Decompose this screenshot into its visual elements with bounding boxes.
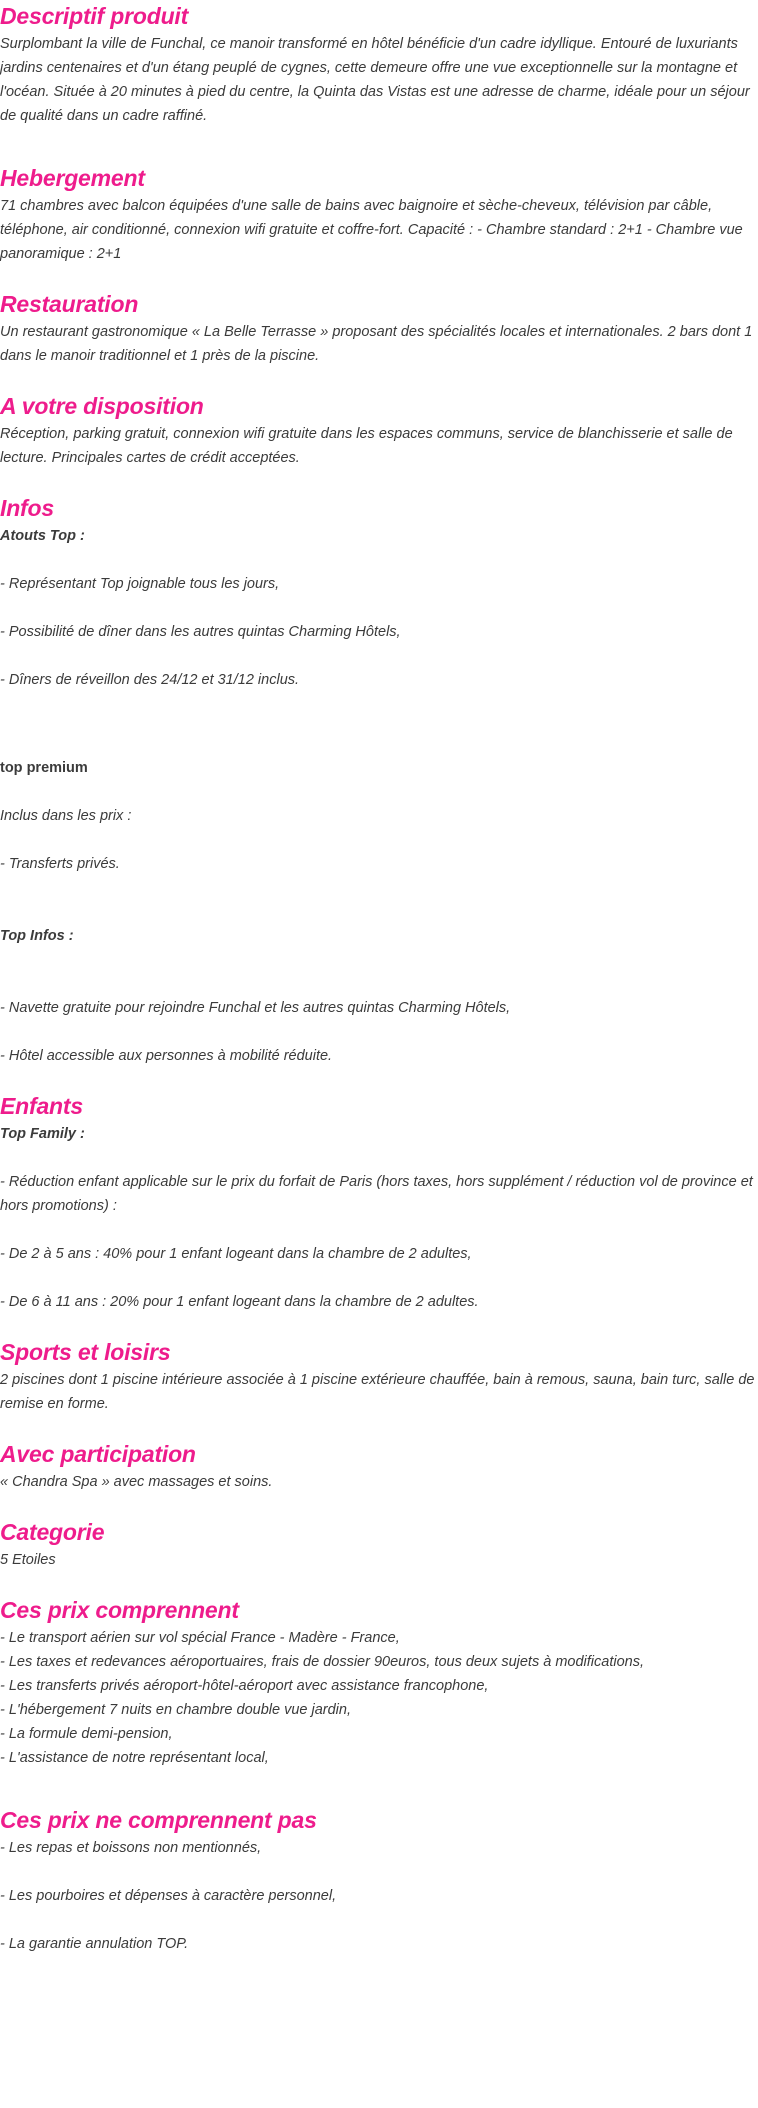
section-participation (0, 1438, 758, 1494)
participation-text: « Chandra Spa » avec massages et soins. (0, 1474, 273, 1490)
hebergement-title: Hebergement (0, 165, 145, 191)
list-item: - Dîners de réveillon des 24/12 et 31/12 inclus. (0, 672, 300, 688)
section-ne-comprennent (0, 1804, 758, 1956)
list-item: - Les transferts privés aéroport-hôtel-aéroport avec assistance francophone, (0, 1678, 489, 1694)
descriptif-title: Descriptif produit (0, 3, 189, 29)
section-infos (0, 492, 758, 1068)
section-restauration (0, 288, 758, 368)
section-enfants (0, 1090, 758, 1314)
family-label: Top Family : (0, 1126, 85, 1142)
ne-comprennent-title: Ces prix ne comprennent pas (0, 1807, 317, 1833)
list-item: - Transferts privés. (0, 856, 120, 872)
premium-label: top premium (0, 760, 88, 776)
list-item: - Hôtel accessible aux personnes à mobilité réduite. (0, 1048, 333, 1064)
topinfos-label: Top Infos : (0, 928, 74, 944)
atouts-label: Atouts Top : (0, 528, 85, 544)
list-item: - Représentant Top joignable tous les jours, (0, 576, 280, 592)
hebergement-text: 71 chambres avec balcon équipées d'une salle de bains avec baignoire et sèche-cheveux, télévision par câble, téléphone, air conditionné, connexion wifi gratuite et coffre-fort. Capacité : - Chambre standard : 2+1 - Chambre vue panoramique : 2+1 (0, 198, 743, 262)
disposition-text: Réception, parking gratuit, connexion wifi gratuite dans les espaces communs, service de blanchisserie et salle de lecture. Principales cartes de crédit acceptées. (0, 426, 733, 466)
sports-text: 2 piscines dont 1 piscine intérieure associée à 1 piscine extérieure chauffée, bain à remous, sauna, bain turc, salle de remise en forme. (0, 1372, 755, 1412)
list-item: - La formule demi-pension, (0, 1726, 173, 1742)
list-item: - L'hébergement 7 nuits en chambre double vue jardin, (0, 1702, 351, 1718)
list-item: - Navette gratuite pour rejoindre Funchal et les autres quintas Charming Hôtels, (0, 1000, 511, 1016)
section-sports (0, 1336, 758, 1416)
section-categorie (0, 1516, 758, 1572)
participation-title: Avec participation (0, 1441, 196, 1467)
sports-title: Sports et loisirs (0, 1339, 171, 1365)
section-comprennent (0, 1594, 758, 1770)
list-item: - Les taxes et redevances aéroportuaires, frais de dossier 90euros, tous deux sujets à modifications, (0, 1654, 644, 1670)
comprennent-title: Ces prix comprennent (0, 1597, 239, 1623)
list-item: - Le transport aérien sur vol spécial France - Madère - France, (0, 1630, 400, 1646)
list-item: - Possibilité de dîner dans les autres quintas Charming Hôtels, (0, 624, 401, 640)
section-hebergement (0, 162, 758, 266)
list-item: - De 6 à 11 ans : 20% pour 1 enfant logeant dans la chambre de 2 adultes. (0, 1294, 479, 1310)
restauration-title: Restauration (0, 291, 139, 317)
infos-title: Infos (0, 495, 54, 521)
list-item: - De 2 à 5 ans : 40% pour 1 enfant logeant dans la chambre de 2 adultes, (0, 1246, 472, 1262)
categorie-text: 5 Etoiles (0, 1552, 56, 1568)
categorie-title: Categorie (0, 1519, 105, 1545)
restauration-text: Un restaurant gastronomique « La Belle Terrasse » proposant des spécialités locales et internationales. 2 bars dont 1 dans le manoir traditionnel et 1 près de la piscine. (0, 324, 753, 364)
enfants-title: Enfants (0, 1093, 83, 1119)
list-item: - L'assistance de notre représentant local, (0, 1750, 269, 1766)
inclus-label: Inclus dans les prix : (0, 808, 132, 824)
list-item: - Les repas et boissons non mentionnés, (0, 1840, 262, 1856)
section-descriptif (0, 0, 758, 128)
list-item: - Les pourboires et dépenses à caractère personnel, (0, 1888, 337, 1904)
section-disposition (0, 390, 758, 470)
list-item: - Réduction enfant applicable sur le prix du forfait de Paris (hors taxes, hors supplément / réduction vol de province et hors promotions) : (0, 1174, 753, 1214)
list-item: - La garantie annulation TOP. (0, 1936, 189, 1952)
disposition-title: A votre disposition (0, 393, 204, 419)
descriptif-text: Surplombant la ville de Funchal, ce manoir transformé en hôtel bénéficie d'un cadre idyllique. Entouré de luxuriants jardins centenaires et d'un étang peuplé de cygnes, cette demeure offre une vue exceptionnelle sur la montagne et l'océan. Située à 20 minutes à pied du centre, la Quinta das Vistas est une adresse de charme, idéale pour un séjour de qualité dans un cadre raffiné. (0, 36, 750, 124)
